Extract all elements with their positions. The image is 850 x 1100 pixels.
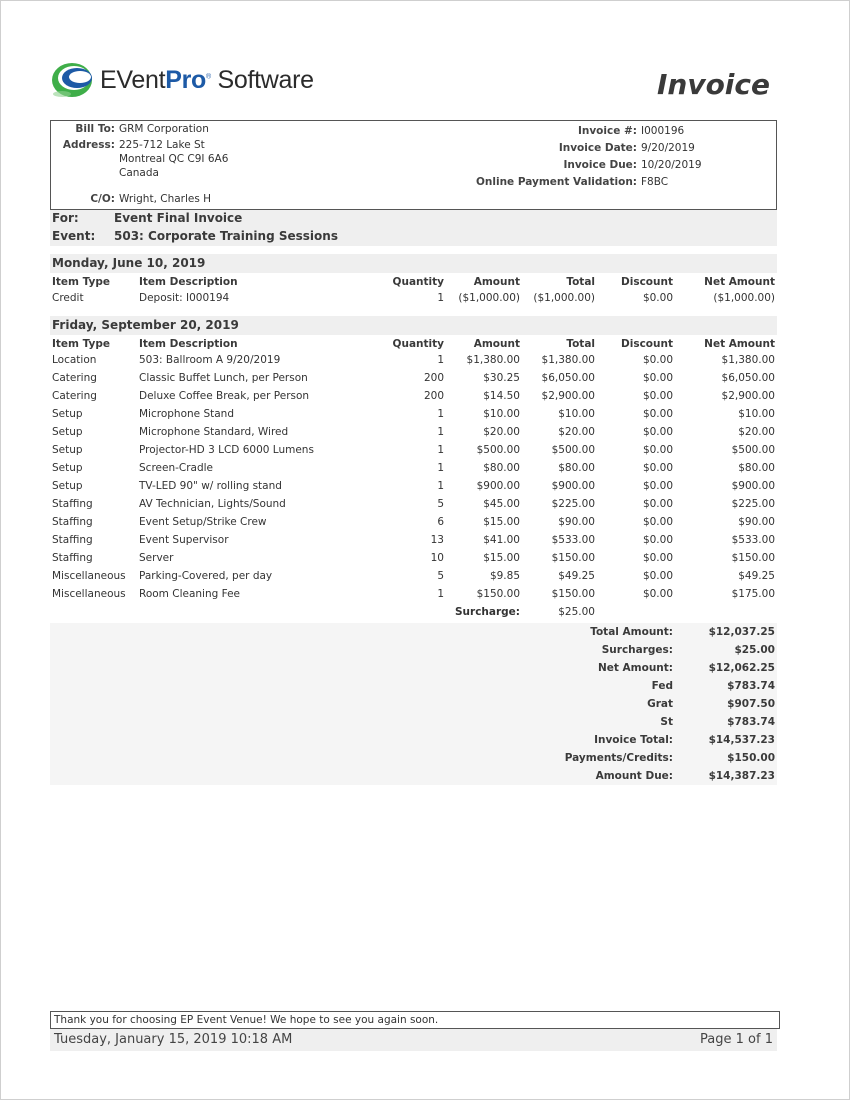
eventpro-logo xyxy=(50,58,314,102)
footer-message: Thank you for choosing EP Event Venue! We hope to see you again soon. xyxy=(50,1011,780,1029)
print-timestamp: Tuesday, January 15, 2019 10:18 AM xyxy=(54,1032,293,1047)
invoice-due-row: Invoice Due: 10/20/2019 xyxy=(563,159,702,171)
totals-row: St $783.74 xyxy=(660,716,775,728)
table-row: Setup Screen-Cradle 1 $80.00 $80.00 $0.00 $80.00 xyxy=(52,462,775,474)
table-row: Staffing AV Technician, Lights/Sound 5 $45.00 $225.00 $0.00 $225.00 xyxy=(52,498,775,510)
totals-row: Fed $783.74 xyxy=(651,680,775,692)
table-row: Setup TV-LED 90" w/ rolling stand 1 $900.00 $900.00 $0.00 $900.00 xyxy=(52,480,775,492)
table-row: Miscellaneous Room Cleaning Fee 1 $150.00 $150.00 $0.00 $175.00 xyxy=(52,588,775,600)
for-label: For: xyxy=(52,211,79,225)
table-row: Setup Microphone Stand 1 $10.00 $10.00 $0.00 $10.00 xyxy=(52,408,775,420)
page-number: Page 1 of 1 xyxy=(700,1032,773,1047)
totals-row: Amount Due: $14,387.23 xyxy=(595,770,775,782)
co-row: C/O: Wright, Charles H xyxy=(90,193,212,205)
table-header-1: Item Type Item Description Quantity Amount Total Discount Net Amount xyxy=(52,276,775,288)
totals-row: Payments/Credits: $150.00 xyxy=(564,752,775,764)
table-row: Location 503: Ballroom A 9/20/2019 1 $1,380.00 $1,380.00 $0.00 $1,380.00 xyxy=(52,354,775,366)
for-value: Event Final Invoice xyxy=(114,211,243,225)
table-row: Setup Projector-HD 3 LCD 6000 Lumens 1 $500.00 $500.00 $0.00 $500.00 xyxy=(52,444,775,456)
payment-validation-row: Online Payment Validation: F8BC xyxy=(475,176,669,188)
totals-row: Grat $907.50 xyxy=(647,698,775,710)
table-row: Catering Deluxe Coffee Break, per Person 200 $14.50 $2,900.00 $0.00 $2,900.00 xyxy=(52,390,775,402)
totals-row: Surcharges: $25.00 xyxy=(601,644,775,656)
invoice-number-row: Invoice #: I000196 xyxy=(577,125,685,137)
footer-bar xyxy=(50,1029,777,1051)
section-date-2: Friday, September 20, 2019 xyxy=(50,316,777,335)
bill-to-box xyxy=(50,120,777,210)
table-row: Catering Classic Buffet Lunch, per Person 200 $30.25 $6,050.00 $0.00 $6,050.00 xyxy=(52,372,775,384)
table-row: Staffing Server 10 $15.00 $150.00 $0.00 $150.00 xyxy=(52,552,775,564)
invoice-info xyxy=(476,123,738,191)
totals-row: Invoice Total: $14,537.23 xyxy=(594,734,775,746)
address-line-2: Montreal QC C9I 6A6 xyxy=(119,153,229,165)
bill-to-value: GRM Corporation xyxy=(119,123,209,135)
page-title: Invoice xyxy=(656,68,770,101)
address-row: Address: 225-712 Lake St xyxy=(62,139,205,151)
invoice-date-row: Invoice Date: 9/20/2019 xyxy=(558,142,695,154)
totals-row: Net Amount: $12,062.25 xyxy=(597,662,775,674)
totals-row: Total Amount: $12,037.25 xyxy=(590,626,775,638)
bill-to-row: Bill To: GRM Corporation xyxy=(75,123,209,135)
logo-wordmark: EVentPro® Software xyxy=(100,65,314,94)
co-value: Wright, Charles H xyxy=(119,193,212,205)
table-row: Staffing Event Supervisor 13 $41.00 $533.00 $0.00 $533.00 xyxy=(52,534,775,546)
event-label: Event: xyxy=(52,229,96,243)
eventpro-logo-icon xyxy=(50,58,98,102)
address-line-3: Canada xyxy=(119,167,159,179)
event-value: 503: Corporate Training Sessions xyxy=(114,229,338,243)
table-row: Credit Deposit: I000194 1 ($1,000.00) ($1,000.00) $0.00 ($1,000.00) xyxy=(52,292,775,304)
surcharge-row: Surcharge: $25.00 xyxy=(454,606,595,618)
section-date-1: Monday, June 10, 2019 xyxy=(50,254,777,273)
event-summary xyxy=(50,210,777,246)
table-row: Staffing Event Setup/Strike Crew 6 $15.00 $90.00 $0.00 $90.00 xyxy=(52,516,775,528)
table-row: Miscellaneous Parking-Covered, per day 5 $9.85 $49.25 $0.00 $49.25 xyxy=(52,570,775,582)
address-line-1: 225-712 Lake St xyxy=(119,139,205,151)
table-row: Setup Microphone Standard, Wired 1 $20.00 $20.00 $0.00 $20.00 xyxy=(52,426,775,438)
table-header-2: Item Type Item Description Quantity Amount Total Discount Net Amount xyxy=(52,338,775,350)
